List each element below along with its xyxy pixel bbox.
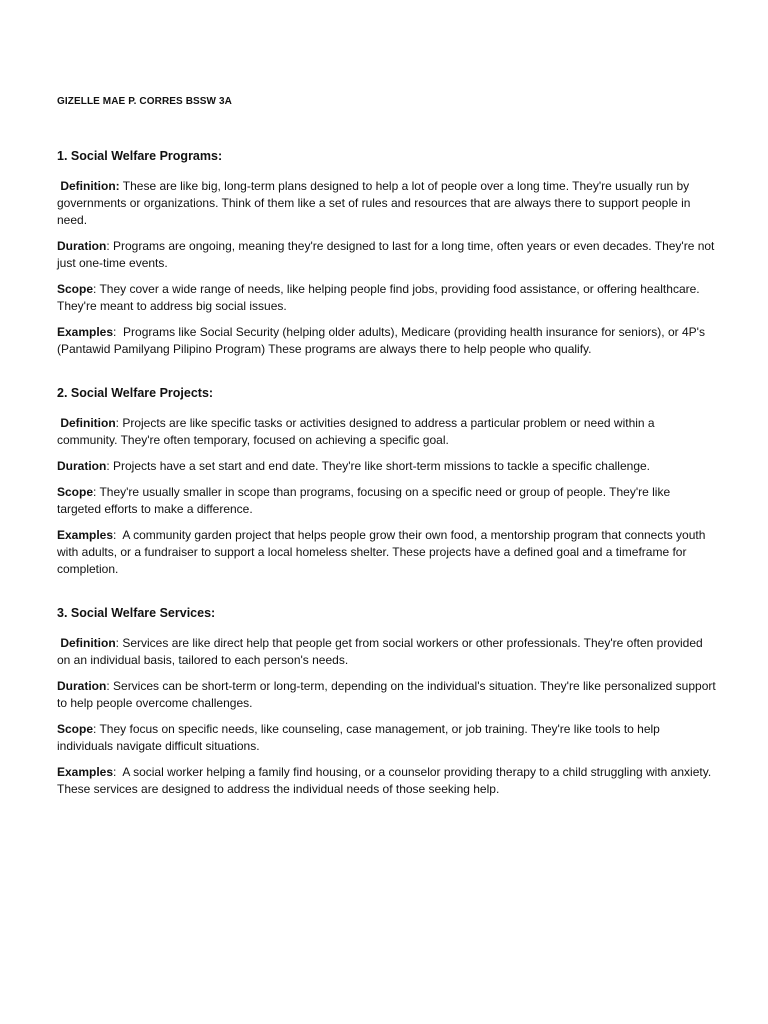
definition-paragraph bbox=[57, 635, 716, 669]
definition-label: Definition: bbox=[57, 179, 120, 193]
examples-paragraph bbox=[57, 764, 716, 798]
section-services bbox=[57, 606, 716, 798]
duration-paragraph bbox=[57, 458, 716, 475]
duration-text: : Services can be short-term or long-term, depending on the individual's situation. They're like personalized support to help people overcome challenges. bbox=[57, 679, 716, 710]
examples-text: : A community garden project that helps people grow their own food, a mentorship program that connects youth with adults, or a fundraiser to support a local homeless shelter. These projects have a defined goal and a timeframe for completion. bbox=[57, 528, 709, 576]
definition-text: : Projects are like specific tasks or activities designed to address a particular problem or need within a community. They're often temporary, focused on achieving a specific goal. bbox=[57, 416, 655, 447]
duration-text: : Projects have a set start and end date. They're like short-term missions to tackle a specific challenge. bbox=[106, 459, 651, 473]
examples-text: : Programs like Social Security (helping older adults), Medicare (providing health insurance for seniors), or 4P's (Pantawid Pamilyang Pilipino Program) These programs are always there to help people who qualify. bbox=[57, 325, 709, 356]
section-programs bbox=[57, 149, 716, 358]
scope-text: : They focus on specific needs, like counseling, case management, or job training. They're like tools to help individuals navigate difficult situations. bbox=[57, 722, 660, 753]
examples-label: Examples bbox=[57, 528, 114, 542]
scope-label: Scope bbox=[57, 485, 94, 499]
definition-paragraph bbox=[57, 415, 716, 449]
section-title: 2. Social Welfare Projects: bbox=[57, 386, 214, 400]
duration-label: Duration bbox=[57, 239, 107, 253]
definition-label: Definition bbox=[57, 416, 116, 430]
author-line: GIZELLE MAE P. CORRES BSSW 3A bbox=[57, 96, 232, 107]
duration-text: : Programs are ongoing, meaning they're designed to last for a long time, often years or even decades. They're not just one-time events. bbox=[57, 239, 715, 270]
definition-label: Definition bbox=[57, 636, 116, 650]
scope-paragraph bbox=[57, 281, 716, 315]
examples-label: Examples bbox=[57, 765, 114, 779]
examples-paragraph bbox=[57, 527, 716, 578]
scope-paragraph bbox=[57, 484, 716, 518]
duration-label: Duration bbox=[57, 459, 107, 473]
scope-text: : They cover a wide range of needs, like helping people find jobs, providing food assistance, or offering healthcare. They're meant to address big social issues. bbox=[57, 282, 700, 313]
section-title: 3. Social Welfare Services: bbox=[57, 606, 216, 620]
scope-text: : They're usually smaller in scope than programs, focusing on a specific need or group of people. They're like targeted efforts to make a difference. bbox=[57, 485, 671, 516]
section-projects bbox=[57, 386, 716, 578]
examples-text: : A social worker helping a family find housing, or a counselor providing therapy to a child struggling with anxiety. These services are designed to address the individual needs of those seeking help. bbox=[57, 765, 718, 796]
examples-paragraph bbox=[57, 324, 716, 358]
definition-text: These are like big, long-term plans designed to help a lot of people over a long time. They're usually run by governments or organizations. Think of them like a set of rules and resources that are always there to support people in need. bbox=[57, 179, 691, 227]
examples-label: Examples bbox=[57, 325, 114, 339]
duration-label: Duration bbox=[57, 679, 107, 693]
duration-paragraph bbox=[57, 678, 716, 712]
duration-paragraph bbox=[57, 238, 716, 272]
definition-paragraph bbox=[57, 178, 716, 229]
section-title: 1. Social Welfare Programs: bbox=[57, 149, 223, 163]
scope-label: Scope bbox=[57, 722, 94, 736]
scope-label: Scope bbox=[57, 282, 94, 296]
scope-paragraph bbox=[57, 721, 716, 755]
definition-text: : Services are like direct help that people get from social workers or other professionals. They're often provided on an individual basis, tailored to each person's needs. bbox=[57, 636, 703, 667]
